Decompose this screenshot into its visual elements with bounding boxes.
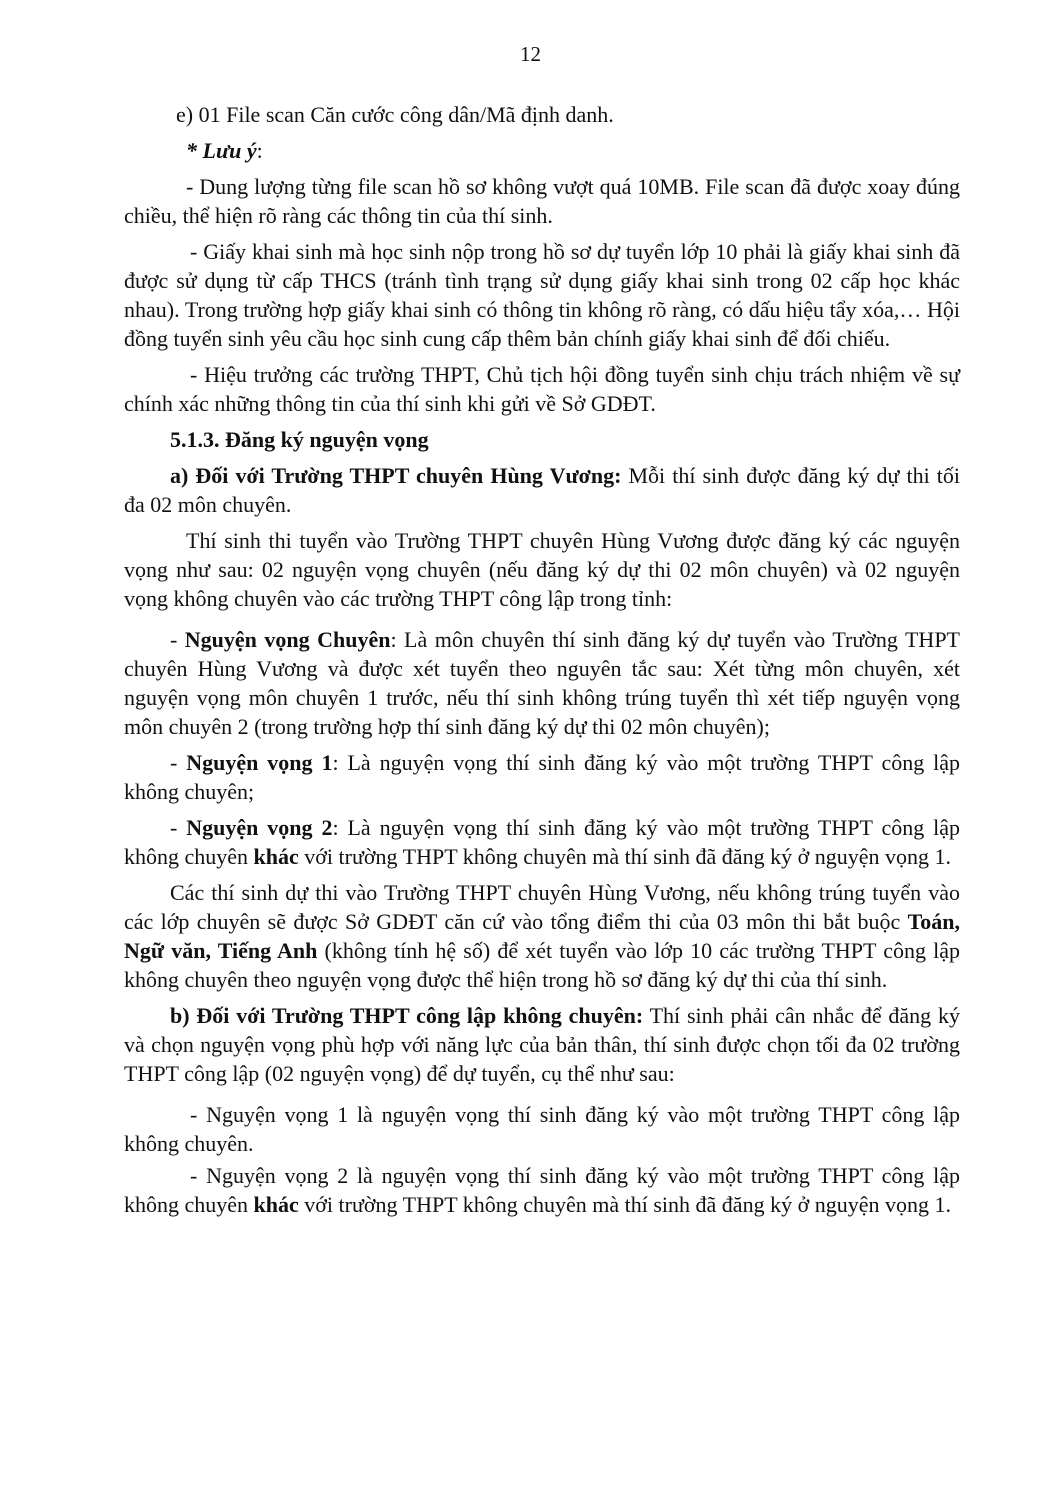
nv1-item: - Nguyện vọng 1: Là nguyện vọng thí sinh đăng ký vào một trường THPT công lập không chuyên;	[124, 750, 960, 804]
part-b-nv2: - Nguyện vọng 2 là nguyện vọng thí sinh đăng ký vào một trường THPT công lập không chuyên khác với trường THPT không chuyên mà thí sinh đã đăng ký ở nguyện vọng 1.	[124, 1163, 960, 1217]
page-number: 12	[520, 42, 541, 66]
section-heading: 5.1.3. Đăng ký nguyện vọng	[170, 427, 429, 452]
note-paragraph-1: - Dung lượng từng file scan hồ sơ không vượt quá 10MB. File scan đã được xoay đúng chiều, thể hiện rõ ràng các thông tin của thí sinh.	[124, 174, 960, 228]
item-e: e) 01 File scan Căn cước công dân/Mã định danh.	[176, 102, 614, 127]
nv-chuyen-item: - Nguyện vọng Chuyên: Là môn chuyên thí sinh đăng ký dự tuyển vào Trường THPT chuyên Hùng Vương và được xét tuyển theo nguyên tắc sau: Xét từng môn chuyên, xét nguyện vọng môn chuyên 1 trước, nếu thí sinh không trúng tuyển thì xét tiếp nguyện vọng môn chuyên 2 (trong trường hợp thí sinh đăng ký dự thi 02 môn chuyên);	[124, 627, 960, 739]
part-a-heading: a) Đối với Trường THPT chuyên Hùng Vương:	[170, 463, 622, 488]
document-body	[124, 100, 960, 1226]
part-a-paragraph: a) Đối với Trường THPT chuyên Hùng Vương: Mỗi thí sinh được đăng ký dự thi tối đa 02 môn chuyên.	[124, 463, 960, 517]
note-paragraph-3: - Hiệu trưởng các trường THPT, Chủ tịch hội đồng tuyển sinh chịu trách nhiệm về sự chính xác những thông tin của thí sinh khi gửi về Sở GDĐT.	[124, 362, 960, 416]
fallback-paragraph: Các thí sinh dự thi vào Trường THPT chuyên Hùng Vương, nếu không trúng tuyển vào các lớp chuyên sẽ được Sở GDĐT căn cứ vào tổng điểm thi của 03 môn thi bắt buộc Toán, Ngữ văn, Tiếng Anh (không tính hệ số) để xét tuyển vào lớp 10 các trường THPT công lập không chuyên theo nguyện vọng được thể hiện trong hồ sơ đăng ký dự thi của thí sinh.	[124, 880, 960, 992]
part-a-description: Thí sinh thi tuyển vào Trường THPT chuyên Hùng Vương được đăng ký các nguyện vọng như sau: 02 nguyện vọng chuyên (nếu đăng ký dự thi 02 môn chuyên) và 02 nguyện vọng không chuyên vào các trường THPT công lập trong tỉnh:	[124, 528, 960, 611]
note-paragraph-2: - Giấy khai sinh mà học sinh nộp trong hồ sơ dự tuyển lớp 10 phải là giấy khai sinh đã được sử dụng từ cấp THCS (tránh tình trạng sử dụng giấy khai sinh trong 02 cấp học khác nhau). Trong trường hợp giấy khai sinh có thông tin không rõ ràng, có dấu hiệu tẩy xóa,… Hội đồng tuyển sinh yêu cầu học sinh cung cấp thêm bản chính giấy khai sinh để đối chiếu.	[124, 239, 960, 351]
part-b-heading: b) Đối với Trường THPT công lập không chuyên:	[170, 1003, 644, 1028]
part-b-nv1: - Nguyện vọng 1 là nguyện vọng thí sinh đăng ký vào một trường THPT công lập không chuyên.	[124, 1102, 960, 1156]
part-b-paragraph: b) Đối với Trường THPT công lập không chuyên: Thí sinh phải cân nhắc để đăng ký và chọn nguyện vọng phù hợp với năng lực của bản thân, thí sinh được chọn tối đa 02 trường THPT công lập (02 nguyện vọng) để dự tuyển, cụ thể như sau:	[124, 1003, 960, 1086]
nv2-item: - Nguyện vọng 2: Là nguyện vọng thí sinh đăng ký vào một trường THPT công lập không chuyên khác với trường THPT không chuyên mà thí sinh đã đăng ký ở nguyện vọng 1.	[124, 815, 960, 869]
note-heading: * Lưu ý:	[186, 138, 263, 163]
